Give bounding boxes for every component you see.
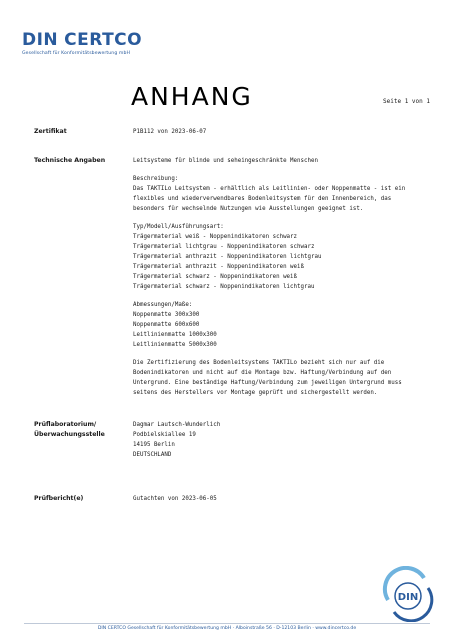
- zertifikat-label: Zertifikat: [34, 128, 67, 135]
- pruflab-address: [133, 420, 428, 460]
- technische-angaben-label: Technische Angaben: [34, 157, 106, 164]
- note-line: Die Zertifizierung des Bodenleitsystems TAKTILo bezieht sich nur auf die: [133, 360, 385, 366]
- logo-certco-text: CERTCO: [64, 30, 143, 50]
- prufbericht-value: Gutachten von 2023-06-05: [133, 496, 217, 502]
- prufbericht-label: Prüfbericht(e): [34, 495, 84, 502]
- beschreibung-label: Beschreibung:: [133, 176, 179, 182]
- technische-intro: Leitsysteme für blinde und seheingeschränkte Menschen: [133, 158, 318, 164]
- abmessungen-line: Noppenmatte 300x300: [133, 312, 200, 318]
- logo-din-text: DIN: [22, 30, 59, 50]
- note-line: seitens des Herstellers vor Montage geprüft und sichergestellt werden.: [133, 390, 378, 396]
- technische-angaben-content: [133, 156, 428, 398]
- footer-divider: [24, 623, 430, 624]
- zertifikat-value: P1B112 von 2023-06-07: [133, 129, 207, 135]
- typ-line: Trägermaterial lichtgrau - Noppenindikatoren schwarz: [133, 244, 315, 250]
- pruflab-label-line: Prüflaboratorium/: [34, 421, 97, 428]
- note-line: Untergrund. Eine beständige Haftung/Verbindung zum jeweiligen Untergrund muss: [133, 380, 402, 386]
- abmessungen-line: Leitlinienmatte 5000x300: [133, 342, 217, 348]
- abmessungen-line: Noppenmatte 600x600: [133, 322, 200, 328]
- dincertco-logo: [22, 30, 143, 56]
- note-line: Bodenindikatoren und nicht auf die Montage bzw. Haftung/Verbindung auf den: [133, 370, 392, 376]
- page-number: Seite 1 von 1: [383, 98, 430, 105]
- seal-text: DIN: [397, 592, 419, 603]
- beschreibung-line: besonders für wechselnde Nutzungen wie Ausstellungen geeignet ist.: [133, 206, 364, 212]
- typ-line: Trägermaterial anthrazit - Noppenindikatoren weiß: [133, 264, 305, 270]
- abmessungen-label: Abmessungen/Maße:: [133, 302, 193, 308]
- pruflab-label: [34, 420, 105, 440]
- typ-label: Typ/Modell/Ausführungsart:: [133, 224, 224, 230]
- logo-subtitle: Gesellschaft für Konformitätsbewertung mbH: [22, 51, 131, 56]
- din-seal-icon: [380, 566, 436, 622]
- page-title: ANHANG: [131, 82, 253, 111]
- address-line: Dagmar Lautsch-Wunderlich: [133, 422, 221, 428]
- beschreibung-line: Das TAKTILo Leitsystem - erhältlich als Leitlinien- oder Noppenmatte - ist ein: [133, 186, 406, 192]
- typ-line: Trägermaterial schwarz - Noppenindikatoren weiß: [133, 274, 298, 280]
- pruflab-label-line: Überwachungsstelle: [34, 431, 105, 438]
- beschreibung-line: flexibles und wiederverwendbares Bodenleitsystem für den Innenbereich, das: [133, 196, 392, 202]
- typ-line: Trägermaterial weiß - Noppenindikatoren schwarz: [133, 234, 298, 240]
- footer-text: DIN CERTCO Gesellschaft für Konformitätsbewertung mbH · Alboinstraße 56 · D-12103 Berlin · www.dincertco.de: [97, 626, 357, 631]
- typ-line: Trägermaterial anthrazit - Noppenindikatoren lichtgrau: [133, 254, 322, 260]
- address-line: 14195 Berlin: [133, 442, 175, 448]
- abmessungen-line: Leitlinienmatte 1000x300: [133, 332, 217, 338]
- address-line: DEUTSCHLAND: [133, 452, 172, 458]
- address-line: Podbielskiallee 19: [133, 432, 196, 438]
- typ-line: Trägermaterial schwarz - Noppenindikatoren lichtgrau: [133, 284, 315, 290]
